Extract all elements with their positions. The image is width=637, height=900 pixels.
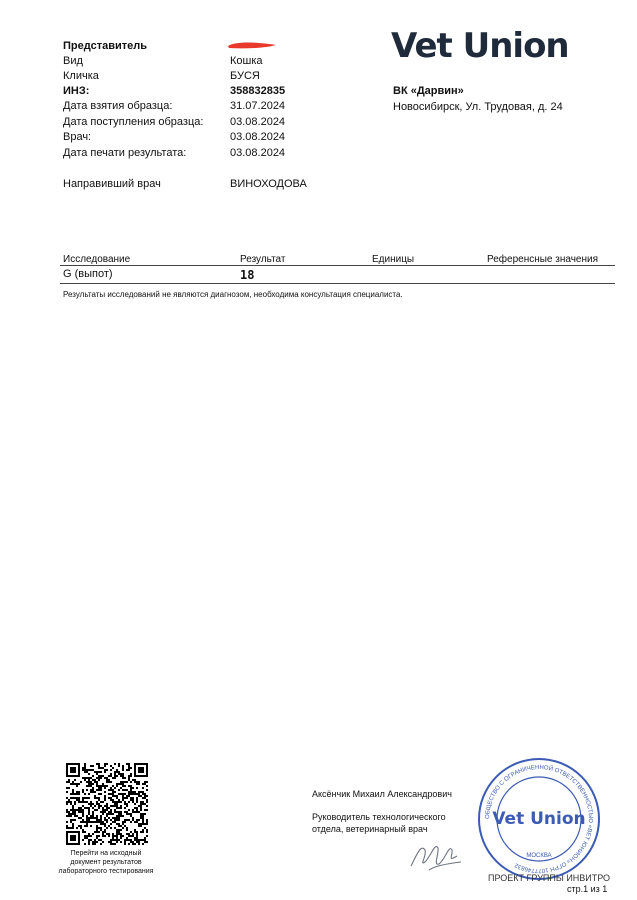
qr-caption-1: Перейти на исходный [70,850,142,857]
clinic-name: ВК «Дарвин» [393,85,464,97]
info-key: Дата печати результата: [63,147,187,159]
info-row [63,40,363,55]
info-value: 03.08.2024 [230,147,286,159]
table-bottom-rule [60,283,615,284]
header-result: Результат [240,254,286,265]
info-row [63,116,363,131]
info-key: Вид [63,55,83,67]
header-units: Единицы [372,254,415,265]
info-row [63,131,363,146]
project-text: ПРОЕКТ ГРУППЫ ИНВИТРО [488,873,611,883]
info-key: Дата взятия образца: [63,100,173,112]
info-key: Врач: [63,131,92,143]
info-row [63,147,363,162]
info-row [63,100,363,115]
signer-title-2: отдела, ветеринарный врач [312,824,428,834]
qr-caption-3: лабораторного тестирования [58,868,154,875]
info-value: 31.07.2024 [230,100,286,112]
info-key: Дата поступления образца: [63,116,204,128]
info-key: Кличка [63,70,99,82]
qr-caption-2: документ результатов [70,859,142,866]
vet-union-logo: Vet Union [391,26,569,66]
info-value: 03.08.2024 [230,131,286,143]
stamp-logo: Vet Union [492,809,586,829]
table-top-rule [60,265,615,266]
stamp-city: МОСКВА [526,853,552,859]
info-row [63,85,363,100]
stamp-ring-text: ОБЩЕСТВО С ОГРАНИЧЕННОЙ ОТВЕТСТВЕННОСТЬЮ «ВЕТ ЮНИОН» ОГРН 1077746832 [484,764,594,874]
signature-icon [405,836,467,874]
info-value: Кошка [230,55,263,67]
info-value: 358832835 [230,85,286,97]
referring-doctor-label: Направивший врач [63,178,161,190]
header-reference: Референсные значения [487,254,599,265]
signer-title-1: Руководитель технологического [312,812,446,822]
referring-doctor-value: ВИНОХОДОВА [230,178,307,190]
info-row [63,55,363,70]
qr-code-icon[interactable] [66,763,148,845]
info-value: 03.08.2024 [230,116,286,128]
result-value: 18 [240,268,255,282]
info-value: БУСЯ [230,70,260,82]
disclaimer: Результаты исследований не являются диагнозом, необходима консультация специалиста. [63,290,403,299]
header-test: Исследование [63,254,131,265]
info-row [63,70,363,85]
page-number: стр.1 из 1 [567,884,608,894]
info-key: ИНЗ: [63,85,90,97]
clinic-address: Новосибирск, Ул. Трудовая, д. 24 [393,101,563,113]
signer-name: Аксёнчик Михаил Александрович [312,789,452,799]
info-key: Представитель [63,40,147,52]
company-stamp-icon [474,757,604,882]
result-test-name: G (выпот) [63,268,113,280]
redaction-mark [226,38,278,52]
